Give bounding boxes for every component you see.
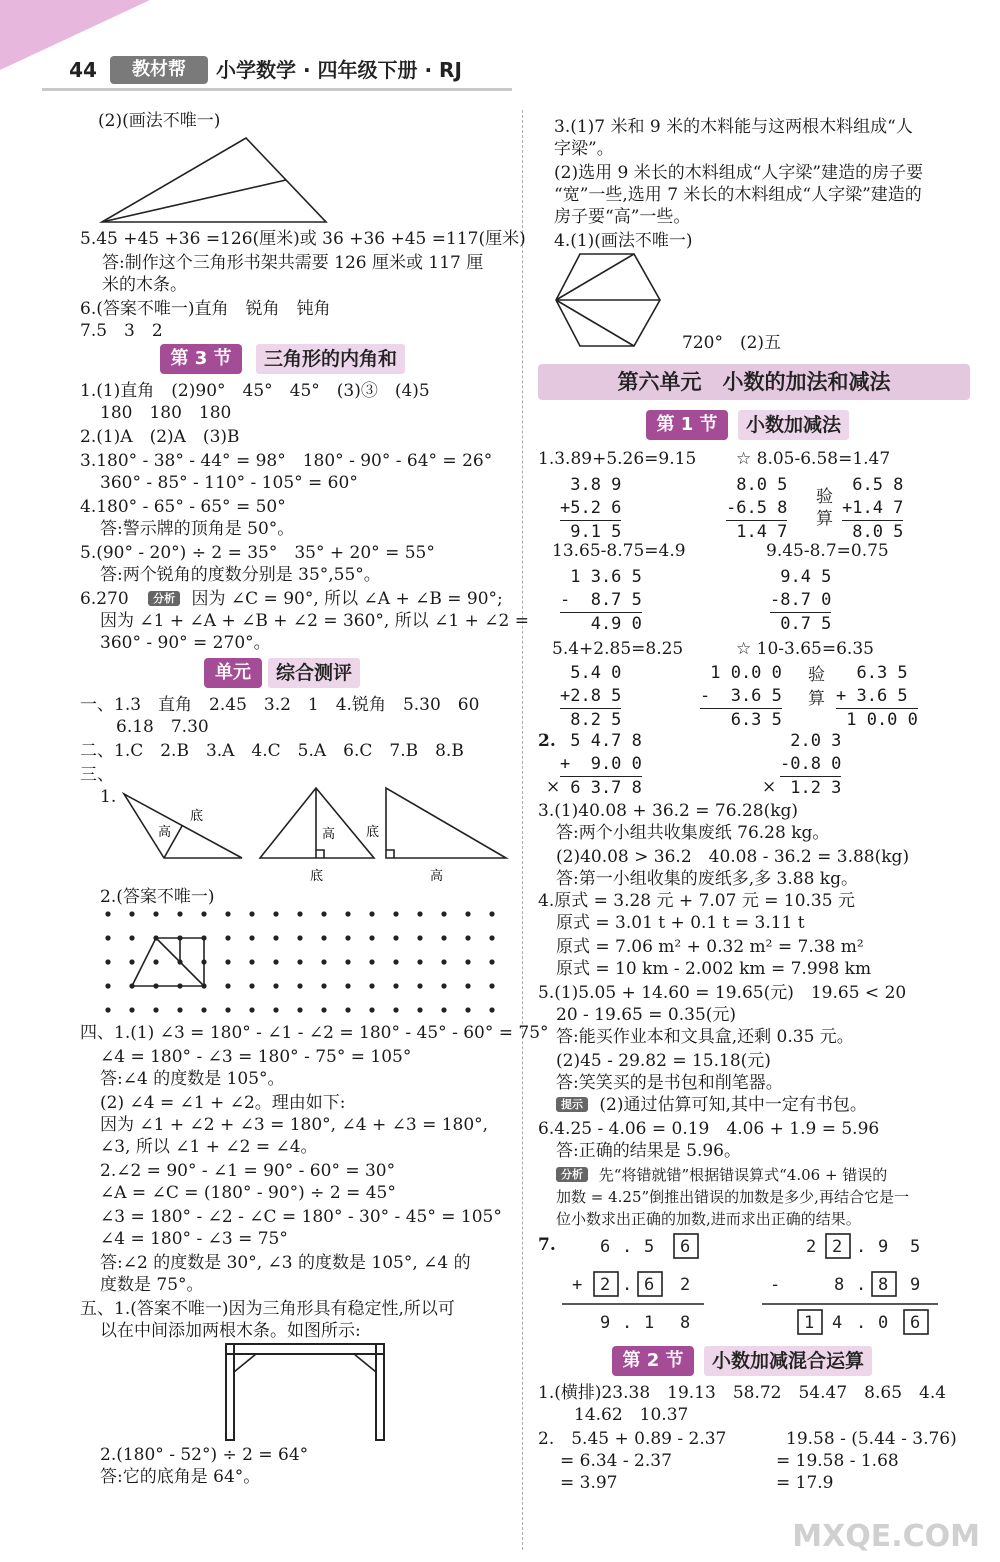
calc-row: 8.0 5 xyxy=(842,522,904,542)
answer-line: 一、1.3 直角 2.45 3.2 1 4.锐角 5.30 60 xyxy=(80,695,480,715)
digit: . xyxy=(622,1275,633,1295)
answer-line: ∠4 = 180° - ∠3 = 75° xyxy=(100,1229,288,1249)
wrong-mark: × xyxy=(762,777,777,797)
section-badge: 第 3 节 xyxy=(160,344,242,374)
triangle-figure xyxy=(96,132,332,228)
answer-line: (2)选用 9 米长的木料组成“人字梁”建造的房子要 xyxy=(554,163,924,183)
vertical-calculation xyxy=(560,474,621,544)
answer-line: 1.3.89+5.26=9.15 xyxy=(538,449,697,469)
digit: 9 xyxy=(910,1275,921,1295)
digit: . xyxy=(856,1237,867,1257)
answer-line: 答:两个锐角的度数分别是 35°,55°。 xyxy=(100,565,381,585)
answer-line: 720° (2)五 xyxy=(682,333,782,353)
calc-row: 1.2 3 xyxy=(780,778,842,798)
answer-line xyxy=(556,1164,887,1186)
answer-line: = 19.58 - 1.68 xyxy=(776,1451,899,1471)
answer-line: 6.18 7.30 xyxy=(116,717,209,737)
answer-text: 先“将错就错”根据错误算式“4.06 + 错误的 xyxy=(598,1166,888,1184)
answer-line: 19.58 - (5.44 - 3.76) xyxy=(786,1429,957,1449)
calc-row: +5.2 6 xyxy=(560,497,621,521)
section-heading xyxy=(612,1346,912,1376)
analysis-tag: 分析 xyxy=(148,591,180,606)
calc-row: -8.7 0 xyxy=(770,589,831,613)
vertical-calculation xyxy=(560,662,621,732)
grid-dot xyxy=(321,911,326,916)
grid-dot xyxy=(153,1007,158,1012)
grid-dot xyxy=(273,983,278,988)
answer-line: 答:正确的结果是 5.96。 xyxy=(556,1141,741,1161)
calc-row: - 8.7 5 xyxy=(560,589,642,613)
label-height: 高 xyxy=(430,869,444,884)
grid-dot xyxy=(393,911,398,916)
answer-line: ∠A = ∠C = (180° - 90°) ÷ 2 = 45° xyxy=(100,1183,396,1203)
grid-dot xyxy=(465,1007,470,1012)
label-base: 底 xyxy=(366,825,380,840)
calc-row: 9.4 5 xyxy=(770,567,832,587)
answer-line: 5.4+2.85=8.25 xyxy=(552,639,684,659)
grid-dot xyxy=(441,935,446,940)
section-title: 小数加减混合运算 xyxy=(704,1346,872,1376)
label-height: 高 xyxy=(158,825,172,840)
book-title: 小学数学 · 四年级下册 · RJ xyxy=(216,58,462,82)
calc-row: 6.3 5 xyxy=(700,710,782,730)
calc-row: 6.3 5 xyxy=(836,663,908,683)
vertical-calculation xyxy=(560,566,642,636)
section-badge: 单元 xyxy=(204,658,262,688)
question-number: 7. xyxy=(538,1235,556,1255)
answer-line: 答:它的底角是 64°。 xyxy=(100,1467,261,1487)
answer-line: “宽”一些,选用 7 米长的木料组成“人字梁”建造的 xyxy=(554,185,922,205)
digit: . xyxy=(622,1237,633,1257)
digit: 9 xyxy=(600,1313,611,1333)
grid-dot xyxy=(345,911,350,916)
header-rule xyxy=(42,88,512,91)
answer-line: ∠3 = 180° - ∠2 - ∠C = 180° - 30° - 45° = 105° xyxy=(100,1207,502,1227)
answer-line: 2.(180° - 52°) ÷ 2 = 64° xyxy=(100,1445,309,1465)
answer-line: 5.(90° - 20°) ÷ 2 = 35° 35° + 20° = 55° xyxy=(80,543,435,563)
vertical-calculation xyxy=(770,566,831,636)
grid-dot xyxy=(225,983,230,988)
answer-line: 答:能买作业本和文具盒,还剩 0.35 元。 xyxy=(556,1027,854,1047)
calc-row: 6.5 8 xyxy=(842,475,904,495)
answer-line: 房子要“高”一些。 xyxy=(554,207,691,227)
calc-row: +1.4 7 xyxy=(842,497,903,521)
section-title: 小数加减法 xyxy=(738,410,849,440)
column-divider xyxy=(522,110,523,1550)
digit: 8 xyxy=(834,1275,845,1295)
grid-dot xyxy=(273,959,278,964)
dot-grid xyxy=(105,911,494,1012)
grid-dot xyxy=(321,1007,326,1012)
digit: 1 xyxy=(644,1313,655,1333)
answer-text: (2)通过估算可知,其中一定有书包。 xyxy=(599,1095,867,1115)
hint-tag: 提示 xyxy=(556,1097,588,1112)
svg-text:+: + xyxy=(572,1275,583,1295)
calc-row: 5.4 0 xyxy=(560,663,622,683)
calc-row: 3.8 9 xyxy=(560,475,622,495)
digit: 9 xyxy=(878,1237,889,1257)
grid-dot xyxy=(369,935,374,940)
answer-text: 因为 ∠C = 90°, 所以 ∠A + ∠B = 90°; xyxy=(191,589,503,609)
calc-row: - 3.6 5 xyxy=(700,685,782,709)
answer-line: 1. xyxy=(100,787,117,807)
digit: 6 xyxy=(600,1237,611,1257)
grid-dot xyxy=(417,911,422,916)
answer-line: 因为 ∠1 + ∠A + ∠B + ∠2 = 360°, 所以 ∠1 + ∠2 = xyxy=(100,611,529,631)
answer-line: 20 - 19.65 = 0.35(元) xyxy=(556,1005,737,1025)
grid-dot xyxy=(225,911,230,916)
grid-dot xyxy=(369,959,374,964)
grid-dot xyxy=(489,935,494,940)
grid-dot xyxy=(297,959,302,964)
answer-number: 6.270 xyxy=(80,589,129,609)
answer-line: ☆ 8.05-6.58=1.47 xyxy=(736,449,891,469)
answer-line: 360° - 85° - 110° - 105° = 60° xyxy=(100,473,358,493)
grid-dot xyxy=(369,1007,374,1012)
calc-row: 1 0.0 0 xyxy=(700,663,782,683)
calc-row: -0.8 0 xyxy=(780,753,841,777)
answer-line: 加数 = 4.25”倒推出错误的加数是多少,再结合它是一 xyxy=(556,1188,909,1206)
boxed-digit: 2 xyxy=(600,1275,611,1295)
answer-line: 9.45-8.7=0.75 xyxy=(766,541,889,561)
answer-line: 2.∠2 = 90° - ∠1 = 90° - 60° = 30° xyxy=(100,1161,396,1181)
answer-line: 4.原式 = 3.28 元 + 7.07 元 = 10.35 元 xyxy=(538,891,855,911)
answer-line: 14.62 10.37 xyxy=(574,1405,689,1425)
grid-dot xyxy=(441,1007,446,1012)
grid-dot xyxy=(129,1007,134,1012)
section-title: 三角形的内角和 xyxy=(256,344,405,374)
boxed-digit: 6 xyxy=(644,1275,655,1295)
answer-line: 5.45 +45 +36 =126(厘米)或 36 +36 +45 =117(厘米) xyxy=(80,229,526,249)
answer-line: 答:第一小组收集的废纸多,多 3.88 kg。 xyxy=(556,869,858,889)
answer-line: 1.(横排)23.38 19.13 58.72 54.47 8.65 4.4 xyxy=(538,1383,947,1403)
digit: 0 xyxy=(878,1313,889,1333)
grid-dot xyxy=(345,959,350,964)
answer-line: 2.(1)A (2)A (3)B xyxy=(80,427,240,447)
answer-line: 答:两个小组共收集废纸 76.28 kg。 xyxy=(556,823,830,843)
answer-line: 7.5 3 2 xyxy=(80,321,163,341)
grid-dot xyxy=(417,959,422,964)
answer-line: 3.(1)7 米和 9 米的木料能与这两根木料组成“人 xyxy=(554,117,913,137)
grid-dot xyxy=(489,983,494,988)
grid-dot xyxy=(129,911,134,916)
answer-line: 2. 5.45 + 0.89 - 2.37 xyxy=(538,1429,727,1449)
digit: 2 xyxy=(680,1275,691,1295)
answer-line xyxy=(80,588,503,610)
grid-dot xyxy=(249,983,254,988)
hexagon-figure xyxy=(552,250,664,350)
vertical-calculation xyxy=(780,730,841,800)
vertical-calculation xyxy=(560,730,642,800)
vertical-calculation xyxy=(726,474,787,544)
answer-line: 答:制作这个三角形书架共需要 126 厘米或 117 厘 xyxy=(102,253,484,273)
calc-row: 8.2 5 xyxy=(560,710,622,730)
section-badge: 第 1 节 xyxy=(646,410,728,440)
grid-dot xyxy=(465,911,470,916)
grid-dot xyxy=(105,983,110,988)
grid-dot xyxy=(273,1007,278,1012)
answer-line: 二、1.C 2.B 3.A 4.C 5.A 6.C 7.B 8.B xyxy=(80,741,464,761)
grid-dot xyxy=(249,935,254,940)
check-label: 验 xyxy=(816,487,833,507)
answer-line: ∠4 = 180° - ∠3 = 180° - 75° = 105° xyxy=(100,1047,412,1067)
grid-dot xyxy=(225,959,230,964)
answer-line: 原式 = 3.01 t + 0.1 t = 3.11 t xyxy=(556,913,805,933)
answer-line: 4.(1)(画法不唯一) xyxy=(554,231,693,251)
dot-grid-figure xyxy=(96,906,520,1018)
calc-row: + 3.6 5 xyxy=(836,685,918,709)
svg-text:-: - xyxy=(770,1275,781,1295)
answer-line: 答:警示牌的顶角是 50°。 xyxy=(100,519,295,539)
grid-dot xyxy=(417,1007,422,1012)
answer-line xyxy=(556,1094,867,1116)
answer-line: 3.180° - 38° - 44° = 98° 180° - 90° - 64° = 26° xyxy=(80,451,493,471)
grid-dot xyxy=(369,983,374,988)
calc-row: 4.9 0 xyxy=(560,614,642,634)
answer-line: 360° - 90° = 270°。 xyxy=(100,633,271,653)
grid-dot xyxy=(465,959,470,964)
answer-line: 原式 = 7.06 m² + 0.32 m² = 7.38 m² xyxy=(556,937,864,957)
section-heading xyxy=(646,410,876,440)
vertical-calculation xyxy=(700,662,782,732)
answer-line: 答:笑笑买的是书包和削笔器。 xyxy=(556,1073,783,1093)
answer-line: 位小数求出正确的加数,进而求出正确的结果。 xyxy=(556,1210,861,1228)
watermark: MXQE.COM xyxy=(792,1519,980,1554)
answer-line: 字梁”。 xyxy=(554,139,614,159)
grid-dot xyxy=(225,1007,230,1012)
grid-dot xyxy=(297,911,302,916)
answer-line: 180 180 180 xyxy=(100,403,232,423)
answer-line: 三、 xyxy=(80,765,114,785)
answer-line: 度数是 75°。 xyxy=(100,1275,204,1295)
question-number: 2. xyxy=(538,731,556,751)
section-title: 综合测评 xyxy=(268,658,360,688)
answer-line: 1.(1)直角 (2)90° 45° 45° (3)③ (4)5 xyxy=(80,381,430,401)
answer-line: 四、1.(1) ∠3 = 180° - ∠1 - ∠2 = 180° - 45° - 60° = 75° xyxy=(80,1023,549,1043)
grid-dot xyxy=(297,1007,302,1012)
digit: 5 xyxy=(910,1237,921,1257)
grid-dot xyxy=(297,935,302,940)
brand-label: 教材帮 xyxy=(110,56,208,84)
vertical-calculation xyxy=(842,474,903,544)
grid-dot xyxy=(153,911,158,916)
grid-dot xyxy=(321,983,326,988)
grid-dot xyxy=(393,983,398,988)
check-label: 验 xyxy=(808,665,825,685)
grid-dot xyxy=(105,911,110,916)
grid-dot xyxy=(321,959,326,964)
answer-line: = 3.97 xyxy=(560,1473,618,1493)
answer-line: (2) ∠4 = ∠1 + ∠2。理由如下: xyxy=(100,1093,346,1113)
answer-line: ☆ 10-3.65=6.35 xyxy=(736,639,874,659)
vertical-calculation xyxy=(836,662,918,732)
digit: 5 xyxy=(644,1237,655,1257)
answer-line: 5.(1)5.05 + 14.60 = 19.65(元) 19.65 < 20 xyxy=(538,983,907,1003)
section-badge: 第 2 节 xyxy=(612,1346,694,1376)
digit: . xyxy=(856,1313,867,1333)
answer-line: 6.4.25 - 4.06 = 0.19 4.06 + 1.9 = 5.96 xyxy=(538,1119,880,1139)
grid-dot xyxy=(465,935,470,940)
boxed-digit: 2 xyxy=(832,1237,843,1257)
check-label: 算 xyxy=(816,509,833,529)
grid-dot xyxy=(177,911,182,916)
calc-row: 9.1 5 xyxy=(560,522,622,542)
digit: 4 xyxy=(832,1313,843,1333)
calc-row: +2.8 5 xyxy=(560,685,621,709)
calc-row: 6 3.7 8 xyxy=(560,778,642,798)
calc-row: 8.0 5 xyxy=(726,475,788,495)
boxed-digit-calculations xyxy=(556,1228,966,1348)
answer-line: 13.65-8.75=4.9 xyxy=(552,541,686,561)
grid-dot xyxy=(201,911,206,916)
answer-line: 答:∠2 的度数是 30°, ∠3 的度数是 105°, ∠4 的 xyxy=(100,1253,471,1273)
grid-dot xyxy=(465,983,470,988)
calc-row: 1.4 7 xyxy=(726,522,788,542)
calc-row: + 9.0 0 xyxy=(560,753,642,777)
section-heading xyxy=(160,344,460,374)
answer-line: = 6.34 - 2.37 xyxy=(560,1451,672,1471)
answer-line: 以在中间添加两根木条。如图所示: xyxy=(100,1321,361,1341)
boxed-digit: 1 xyxy=(804,1313,815,1333)
wrong-mark: × xyxy=(546,777,561,797)
boxed-digit: 6 xyxy=(680,1237,691,1257)
calc-row: 1 0.0 0 xyxy=(836,710,918,730)
grid-dot xyxy=(129,935,134,940)
grid-dot xyxy=(177,1007,182,1012)
grid-dot xyxy=(489,959,494,964)
answer-line: (2)40.08 > 36.2 40.08 - 36.2 = 3.88(kg) xyxy=(556,847,910,867)
page-number: 44 xyxy=(60,56,106,84)
grid-dot xyxy=(393,935,398,940)
grid-dot xyxy=(417,935,422,940)
boxed-digit: 6 xyxy=(910,1313,921,1333)
answer-line: 米的木条。 xyxy=(102,275,187,295)
grid-dot xyxy=(273,911,278,916)
grid-dot xyxy=(393,1007,398,1012)
grid-dot xyxy=(369,911,374,916)
grid-dot xyxy=(441,983,446,988)
grid-dot xyxy=(489,911,494,916)
grid-dot xyxy=(249,959,254,964)
answer-line: 因为 ∠1 + ∠2 + ∠3 = 180°, ∠4 + ∠3 = 180°, xyxy=(100,1115,489,1135)
answer-line: 3.(1)40.08 + 36.2 = 76.28(kg) xyxy=(538,801,799,821)
grid-dot xyxy=(345,935,350,940)
calc-row: 0.7 5 xyxy=(770,614,832,634)
grid-dot xyxy=(105,959,110,964)
answer-line: (2)(画法不唯一) xyxy=(98,111,221,131)
grid-dot xyxy=(249,911,254,916)
digit: . xyxy=(856,1275,867,1295)
height-triangles-figure xyxy=(120,782,512,886)
grid-dot xyxy=(249,1007,254,1012)
grid-dot xyxy=(417,983,422,988)
grid-dot xyxy=(153,959,158,964)
label-base: 底 xyxy=(190,809,204,824)
label-base: 底 xyxy=(310,869,324,884)
answer-line: 答:∠4 的度数是 105°。 xyxy=(100,1069,285,1089)
answer-line: 2.(答案不唯一) xyxy=(100,887,215,907)
answer-line: 原式 = 10 km - 2.002 km = 7.998 km xyxy=(556,959,872,979)
grid-dot xyxy=(321,935,326,940)
grid-dot xyxy=(297,983,302,988)
calc-row: 5 4.7 8 xyxy=(560,731,642,751)
digit: . xyxy=(622,1313,633,1333)
unit-heading: 第六单元 小数的加法和减法 xyxy=(538,364,970,400)
grid-dot xyxy=(441,959,446,964)
calc-row: -6.5 8 xyxy=(726,497,787,521)
grid-dot xyxy=(345,983,350,988)
analysis-tag: 分析 xyxy=(556,1167,588,1182)
answer-line: 6.(答案不唯一)直角 锐角 钝角 xyxy=(80,299,331,319)
section-heading xyxy=(204,658,444,688)
wooden-frame-figure xyxy=(222,1340,388,1444)
grid-dot xyxy=(393,959,398,964)
grid-dot xyxy=(201,1007,206,1012)
grid-dot xyxy=(105,1007,110,1012)
answer-line: ∠3, 所以 ∠1 + ∠2 = ∠4。 xyxy=(100,1137,318,1157)
grid-dot xyxy=(441,911,446,916)
digit: 8 xyxy=(680,1313,691,1333)
answer-line: 4.180° - 65° - 65° = 50° xyxy=(80,497,286,517)
grid-dot xyxy=(345,1007,350,1012)
calc-row: 2.0 3 xyxy=(780,731,842,751)
answer-line: 五、1.(答案不唯一)因为三角形具有稳定性,所以可 xyxy=(80,1299,455,1319)
grid-dot xyxy=(489,1007,494,1012)
grid-dot xyxy=(129,959,134,964)
grid-dot xyxy=(105,935,110,940)
boxed-digit: 8 xyxy=(878,1275,889,1295)
label-height: 高 xyxy=(322,827,336,842)
grid-dot xyxy=(225,935,230,940)
grid-dot xyxy=(273,935,278,940)
digit: 2 xyxy=(806,1237,817,1257)
check-label: 算 xyxy=(808,689,825,709)
answer-line: (2)45 - 29.82 = 15.18(元) xyxy=(556,1051,771,1071)
calc-row: 1 3.6 5 xyxy=(560,567,642,587)
answer-line: = 17.9 xyxy=(776,1473,834,1493)
